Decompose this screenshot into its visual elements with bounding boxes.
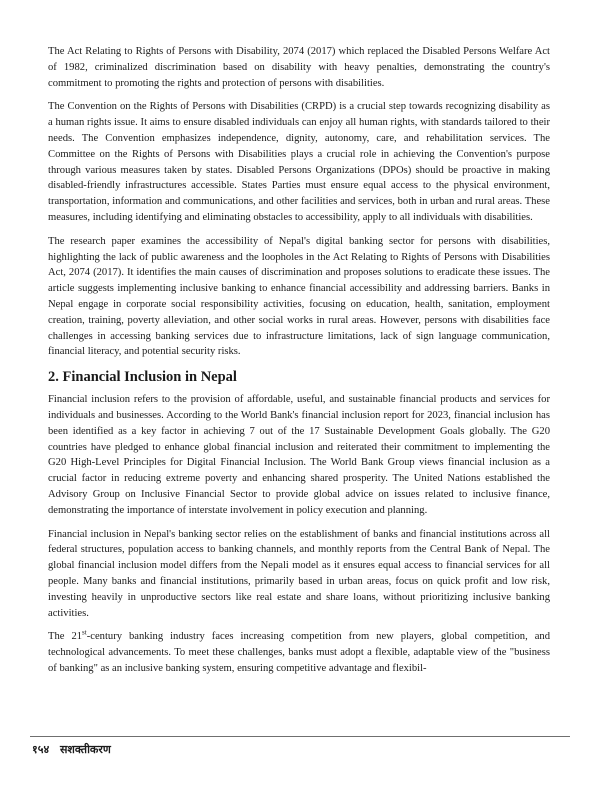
page-footer xyxy=(0,732,600,800)
paragraph-rest: -century banking industry faces increasing competition from new players, global competition, and technological advancements. To meet these challenges, banks must adopt a flexible, adaptable view of the "business of banking" as an inclusive banking system, ensuring competitive advantage and flexibil- xyxy=(48,631,550,674)
paragraph-crpd: The Convention on the Rights of Persons with Disabilities (CRPD) is a crucial step towards recognizing disability as a human rights issue. It aims to ensure disabled individuals can enjoy all human rights, with standards tailored to their needs. The Convention emphasizes independence, dignity, autonomy, care, and rehabilitation services. The Committee on the Rights of Persons with Disabilities plays a crucial role in achieving the Convention's purpose through various measures taken by states. Disabled Persons Organizations (DPOs) should be proactive in making disabled-friendly infrastructures accessible. States Parties must ensure equal access to the physical environment, transportation, information and communications, and other facilities and services, both in urban and rural areas. These measures, including identifying and eliminating obstacles to accessibility, apply to all individuals with disabilities. xyxy=(48,101,550,223)
page-number: १५४ xyxy=(32,743,50,756)
journal-title: सशक्तीकरण xyxy=(60,743,111,756)
paragraph-financial-inclusion-nepal: Financial inclusion in Nepal's banking sector relies on the establishment of banks and financial institutions across all federal structures, population access to banking channels, and monthly reports from the Central Bank of Nepal. The global financial inclusion model differs from the Nepali model as it ensures equal access to financial services for all people. Many banks and financial institutions, primarily based in urban areas, focus on quick profit and low risk, investing heavily in unproductive sectors like real estate and share loans, without prioritizing inclusive banking activities. xyxy=(48,528,550,619)
paragraph-financial-inclusion-definition: Financial inclusion refers to the provision of affordable, useful, and sustainable financial products and services for individuals and businesses. According to the World Bank's financial inclusion report for 2023, financial inclusion has been identified as a key factor in achieving 7 out of the 17 Sustainable Development Goals globally. The G20 countries have pledged to enhance global financial inclusion and reiterated their commitment to implementing the G20 High-Level Principles for Digital Financial Inclusion. The World Bank Group views financial inclusion as a crucial factor in reducing extreme poverty and enhancing shared prosperity. The United Nations established the Advisory Group on Inclusive Financial Sector to provide global advice on issues related to inclusive finance, demonstrating the importance of interstate involvement in policy execution and planning. xyxy=(48,394,550,516)
footer-rule xyxy=(30,736,570,737)
paragraph-prefix: The 21 xyxy=(48,631,83,643)
paragraph-research-paper: The research paper examines the accessibility of Nepal's digital banking sector for persons with disabilities, highlighting the lack of public awareness and the loopholes in the Act Relating to Rights of Persons with Disabilities Act, 2074 (2017). It identifies the main causes of discrimination and proposes solutions to eradicate these issues. The article suggests implementing inclusive banking to enhance financial accessibility and addressing barriers. Banks in Nepal engage in corporate social responsibility activities, focusing on education, health, sanitation, employment creation, training, poverty alleviation, and other social works in rural areas. However, persons with disabilities face challenges in accessing banking services due to infrastructure limitations, lack of sign language communication, financial literacy, and potential security risks. xyxy=(48,235,550,358)
ordinal-superscript: st xyxy=(82,628,87,637)
body-text xyxy=(48,44,550,685)
paragraph-21st-century-banking xyxy=(48,629,550,676)
section-heading: 2. Financial Inclusion in Nepal xyxy=(48,369,237,386)
paragraph-act-2074: The Act Relating to Rights of Persons with Disability, 2074 (2017) which replaced the Disabled Persons Welfare Act of 1982, criminalized discrimination based on disability with heavy penalties, demonstrating the country's commitment to promoting the rights and protection of persons with disabilities. xyxy=(48,46,550,89)
